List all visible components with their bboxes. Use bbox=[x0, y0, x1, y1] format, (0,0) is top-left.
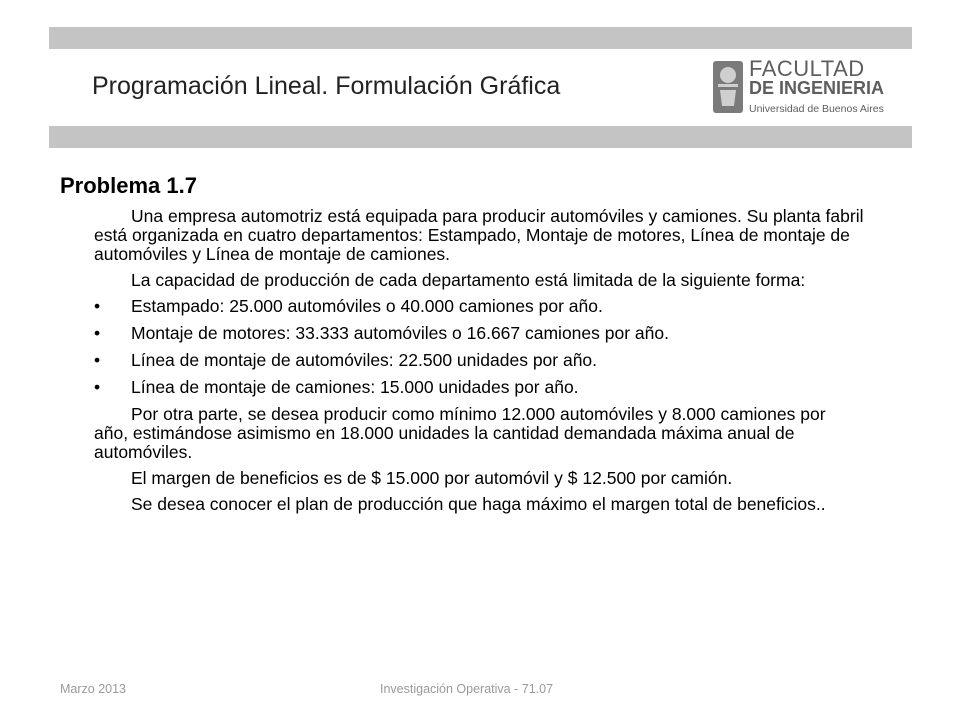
bullet-icon: • bbox=[94, 350, 101, 370]
list-item-text: Montaje de motores: 33.333 automóviles o 16.667 camiones por año. bbox=[131, 323, 669, 343]
header-band-bottom bbox=[49, 126, 912, 148]
bullet-icon: • bbox=[94, 377, 101, 397]
margin-paragraph: El margen de beneficios es de $ 15.000 por automóvil y $ 12.500 por camión. bbox=[131, 468, 733, 488]
list-item bbox=[94, 351, 864, 370]
problem-body bbox=[94, 207, 864, 521]
problem-heading: Problema 1.7 bbox=[60, 173, 197, 198]
list-item-text: Línea de montaje de camiones: 15.000 unidades por año. bbox=[131, 377, 579, 397]
footer-course: Investigación Operativa - 71.07 bbox=[380, 682, 554, 696]
bullet-icon: • bbox=[94, 323, 101, 343]
bullet-icon: • bbox=[94, 296, 101, 316]
logo-line-ingenieria: DE INGENIERIA bbox=[749, 78, 885, 98]
capacity-list bbox=[94, 297, 864, 397]
capacity-intro-paragraph: La capacidad de producción de cada departamento está limitada de la siguiente forma: bbox=[131, 270, 806, 290]
list-item bbox=[94, 324, 864, 343]
list-item bbox=[94, 378, 864, 397]
logo-line-facultad: FACULTAD bbox=[749, 56, 865, 81]
university-emblem-icon bbox=[712, 60, 744, 114]
list-item-text: Estampado: 25.000 automóviles o 40.000 camiones por año. bbox=[131, 296, 603, 316]
logo-line-university: Universidad de Buenos Aires bbox=[749, 103, 884, 115]
slide-title: Programación Lineal. Formulación Gráfica bbox=[92, 72, 561, 100]
header-band-top bbox=[49, 27, 912, 49]
demand-paragraph: Por otra parte, se desea producir como mínimo 12.000 automóviles y 8.000 camiones por año, estimándose asimismo en 18.000 unidades la cantidad demandada máxima anual de automóviles. bbox=[94, 404, 826, 462]
goal-paragraph: Se desea conocer el plan de producción que haga máximo el margen total de beneficios.. bbox=[131, 494, 826, 514]
list-item-text: Línea de montaje de automóviles: 22.500 unidades por año. bbox=[131, 350, 598, 370]
problem-intro-paragraph: Una empresa automotriz está equipada para producir automóviles y camiones. Su planta fabril está organizada en cuatro departamentos: Estampado, Montaje de motores, Línea de montaje de automóviles y Línea de montaje de camiones. bbox=[94, 206, 864, 264]
faculty-logo bbox=[712, 56, 917, 122]
list-item bbox=[94, 297, 864, 316]
footer-date: Marzo 2013 bbox=[60, 682, 127, 696]
